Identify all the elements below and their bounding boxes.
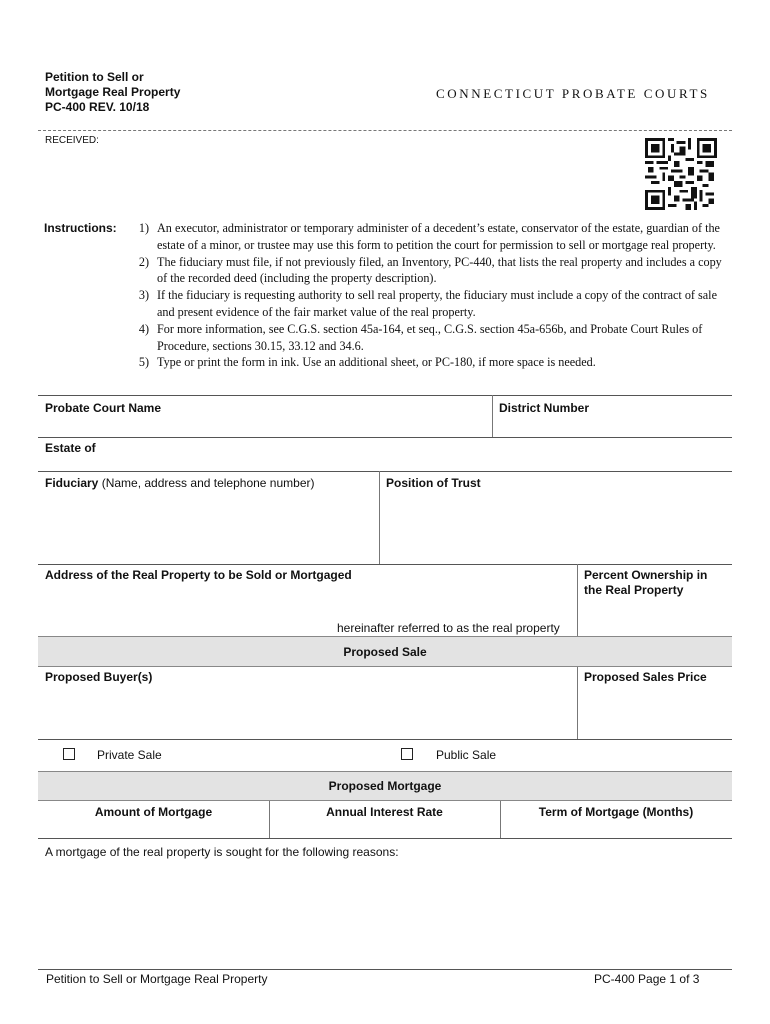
- instruction-number: 2): [138, 254, 149, 269]
- fiduciary-label: Fiduciary: [45, 476, 99, 490]
- divider: [38, 838, 732, 839]
- divider: [492, 395, 493, 437]
- form-title-line2: Mortgage Real Property: [45, 85, 181, 99]
- percent-ownership-line1: Percent Ownership in: [584, 568, 708, 582]
- instruction-item: [128, 321, 728, 355]
- footer-form-name: Petition to Sell or Mortgage Real Property: [46, 972, 268, 986]
- proposed-sale-heading: Proposed Sale: [343, 645, 427, 659]
- estate-of-field[interactable]: Estate of: [45, 441, 96, 455]
- instruction-text: The fiduciary must file, if not previously filed, an Inventory, PC-440, that lists the real property and includes a copy of the recorded deed (including the property description).: [157, 254, 722, 286]
- instruction-number: 1): [138, 221, 149, 235]
- position-of-trust-field[interactable]: Position of Trust: [386, 476, 481, 490]
- header-divider: [38, 130, 732, 131]
- fiduciary-field[interactable]: [45, 476, 314, 491]
- footer-divider: [38, 969, 732, 970]
- instruction-number: 5): [138, 355, 149, 370]
- mortgage-term-field[interactable]: Term of Mortgage (Months): [538, 805, 694, 819]
- form-title: [45, 70, 180, 115]
- instruction-item: [128, 220, 728, 254]
- instruction-text: An executor, administrator or temporary administer of a decedent’s estate, conservator of the estate, guardian of the estate of a minor, or trustee may use this form to petition the court for permission to sell or mortgage real property.: [157, 221, 720, 252]
- probate-court-name-field[interactable]: Probate Court Name: [45, 401, 162, 415]
- court-name: CONNECTICUT PROBATE COURTS: [436, 86, 710, 101]
- interest-rate-field[interactable]: Annual Interest Rate: [326, 805, 443, 819]
- private-sale-checkbox[interactable]: [63, 748, 75, 760]
- divider: [38, 395, 732, 396]
- instruction-item: [128, 354, 728, 371]
- mortgage-amount-field[interactable]: Amount of Mortgage: [94, 805, 213, 819]
- divider: [38, 739, 732, 740]
- proposed-sales-price-field[interactable]: Proposed Sales Price: [584, 670, 707, 684]
- instruction-number: 3): [138, 288, 149, 303]
- public-sale-checkbox[interactable]: [401, 748, 413, 760]
- hereinafter-note: hereinafter referred to as the real property: [337, 621, 560, 635]
- property-address-field[interactable]: Address of the Real Property to be Sold or Mortgaged: [45, 568, 352, 582]
- received-label: RECEIVED:: [45, 135, 99, 146]
- instructions-label: Instructions:: [44, 221, 117, 235]
- fiduciary-hint: (Name, address and telephone number): [98, 476, 315, 490]
- qr-code-icon: [645, 138, 717, 210]
- divider: [38, 437, 732, 438]
- mortgage-reasons-field[interactable]: A mortgage of the real property is sought for the following reasons:: [45, 845, 399, 859]
- private-sale-label: Private Sale: [97, 748, 162, 762]
- district-number-field[interactable]: District Number: [499, 401, 590, 415]
- instruction-item: [128, 287, 728, 321]
- instruction-text: If the fiduciary is requesting authority to sell real property, the fiduciary must include a copy of the contract of sale and present evidence of the fair market value of the real property.: [157, 288, 717, 319]
- instruction-text: For more information, see C.G.S. section 45a-164, et seq., C.G.S. section 45a-656b, and Probate Court Rules of Procedure, sections 30.15, 33.12 and 34.6.: [157, 321, 703, 353]
- form-code: PC-400 REV. 10/18: [45, 100, 150, 114]
- form-title-line1: Petition to Sell or: [45, 70, 144, 84]
- instructions-list: [128, 220, 728, 371]
- instruction-number: 4): [138, 321, 149, 336]
- divider: [38, 564, 732, 565]
- proposed-buyers-field[interactable]: Proposed Buyer(s): [45, 670, 153, 684]
- proposed-sale-header: [38, 636, 732, 667]
- percent-ownership-line2: the Real Property: [584, 583, 684, 597]
- instruction-item: [128, 254, 728, 288]
- proposed-mortgage-header: [38, 771, 732, 801]
- public-sale-label: Public Sale: [436, 748, 497, 762]
- divider: [38, 471, 732, 472]
- divider: [379, 471, 380, 564]
- instruction-text: Type or print the form in ink. Use an additional sheet, or PC-180, if more space is needed.: [157, 355, 596, 370]
- divider: [577, 667, 578, 739]
- percent-ownership-field[interactable]: [584, 568, 707, 598]
- proposed-mortgage-heading: Proposed Mortgage: [328, 779, 442, 793]
- footer-page-number: PC-400 Page 1 of 3: [594, 972, 700, 986]
- divider: [577, 564, 578, 636]
